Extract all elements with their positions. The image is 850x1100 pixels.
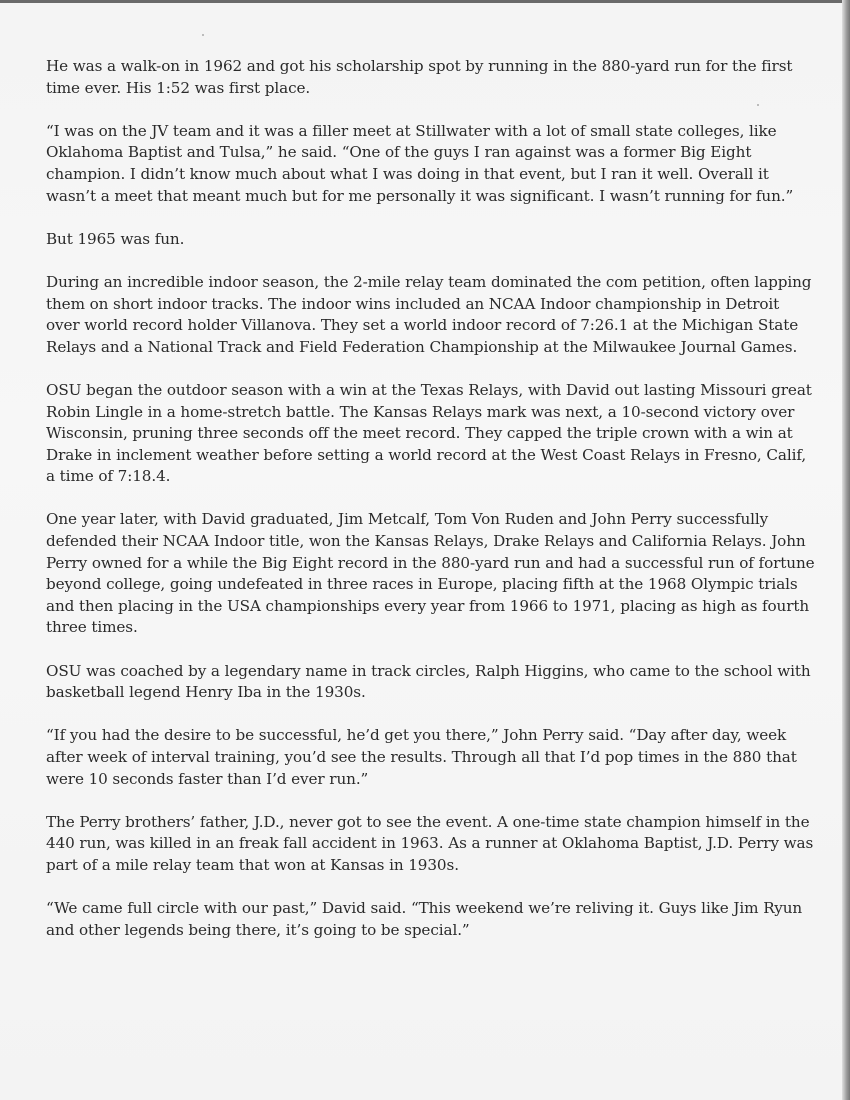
- paragraph-outdoor-season: OSU began the outdoor season with a win at the Texas Relays, with David out lasting Missouri great Robin Lingle in a home-stretch battle. The Kansas Relays mark was next, a 10-second victory over Wisconsin, pruning three seconds off the meet record. They capped the triple crown with a win at Drake in inclement weather before setting a world record at the West Coast Relays in Fresno, Calif, a time of 7:18.4.: [46, 380, 812, 486]
- document-body: [46, 56, 816, 963]
- paragraph-perry-quote: “If you had the desire to be successful, he’d get you there,” John Perry said. “Day after day, week after week of interval training, you’d see the results. Through all that I’d pop times in the 880 that were 10 seconds faster than I’d ever run.”: [46, 726, 797, 788]
- paragraph-indoor-season: During an incredible indoor season, the 2-mile relay team dominated the com petition, often lapping them on short indoor tracks. The indoor wins included an NCAA Indoor championship in Detroit over world record holder Villanova. They set a world indoor record of 7:26.1 at the Michigan State Relays and a National Track and Field Federation Championship at the Milwaukee Journal Games.: [46, 272, 812, 356]
- paragraph-full-circle-quote: “We came full circle with our past,” David said. “This weekend we’re reliving it. Guys like Jim Ryun and other legends being there, it’s going to be special.”: [46, 899, 803, 939]
- paragraph-one-year-later: One year later, with David graduated, Jim Metcalf, Tom Von Ruden and John Perry successfully defended their NCAA Indoor title, won the Kansas Relays, Drake Relays and California Relays. John Perry owned for a while the Big Eight record in the 880-yard run and had a successful run of fortune beyond college, going undefeated in three races in Europe, placing fifth at the 1968 Olympic trials and then placing in the USA championships every year from 1966 to 1971, placing as high as fourth three times.: [46, 510, 815, 637]
- scan-edge-top: [0, 0, 850, 3]
- paragraph-1965-fun: But 1965 was fun.: [46, 229, 185, 248]
- paragraph-coach-higgins: OSU was coached by a legendary name in track circles, Ralph Higgins, who came to the school with basketball legend Henry Iba in the 1930s.: [46, 661, 811, 702]
- paragraph-perry-father: The Perry brothers’ father, J.D., never got to see the event. A one-time state champion himself in the 440 run, was killed in an freak fall accident in 1963. As a runner at Oklahoma Baptist, J.D. Perry was part of a mile relay team that won at Kansas in 1930s.: [46, 812, 814, 874]
- paragraph-walk-on: He was a walk-on in 1962 and got his scholarship spot by running in the 880-yard run for the first time ever. His 1:52 was first place.: [46, 57, 793, 97]
- paragraph-jv-team-quote: “I was on the JV team and it was a filler meet at Stillwater with a lot of small state colleges, like Oklahoma Baptist and Tulsa,” he said. “One of the guys I ran against was a former Big Eight champion. I didn’t know much about what I was doing in that event, but I ran it well. Overall it wasn’t a meet that meant much but for me personally it was significant. I wasn’t running for fun.”: [46, 121, 794, 205]
- scan-speck: [202, 34, 204, 36]
- scan-edge-right: [842, 0, 850, 1100]
